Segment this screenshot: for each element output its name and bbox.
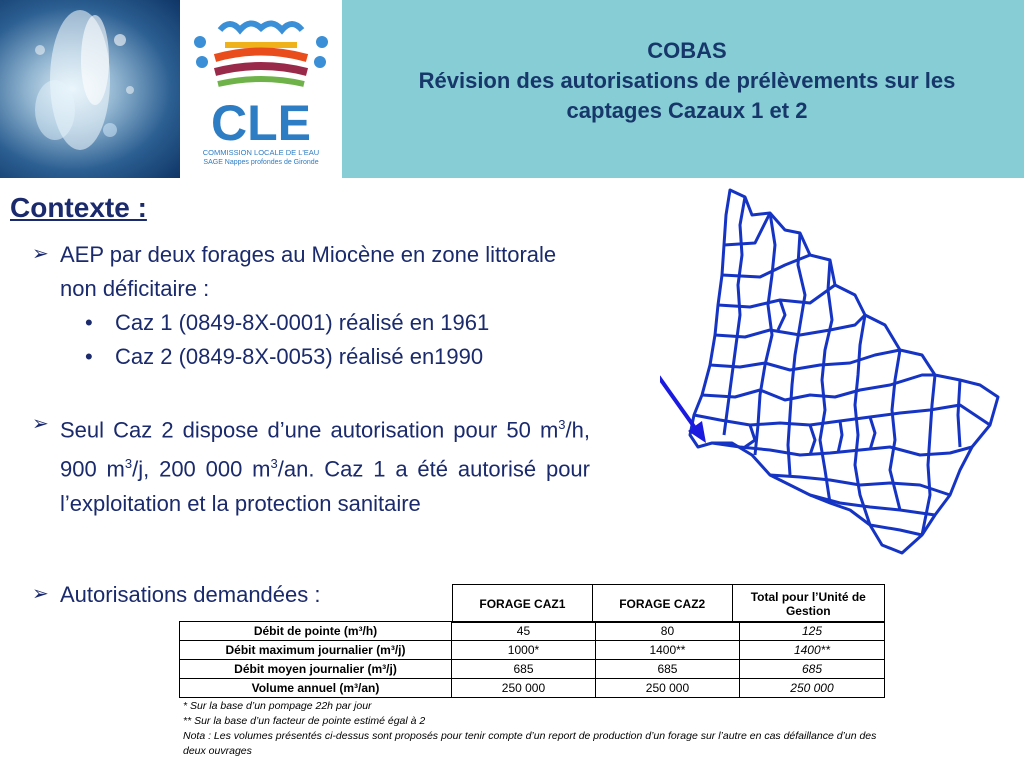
note-nota: Nota : Les volumes présentés ci-dessus sont proposés pour tenir compte d’un report de production d’un forage sur l’autre en cas défaillance d’un des deux ouvrages <box>183 730 877 757</box>
bullet-seul-caz2: Seul Caz 2 dispose d’une autorisation pour 50 $m^3/h$, 900 $m^3/j$, 200 000 $m^3/an$. Caz 1 a été autorisé pour l’exploitation et la protection sanitaire <box>60 417 590 516</box>
title-line-2: Révision des autorisations de prélèvements sur les captages Cazaux 1 et 2 <box>418 68 956 123</box>
table-row: Débit moyen journalier (m³/j) 685 685 685 <box>180 660 885 679</box>
table-row: Débit de pointe (m³/h) 45 80 125 <box>180 622 885 641</box>
section-heading: Contexte : <box>10 192 147 223</box>
table-notes <box>183 699 883 759</box>
header-caz1: FORAGE CAZ1 <box>453 585 593 623</box>
arrow-bullet-icon: ➢ <box>32 241 49 265</box>
svg-text:COMMISSION LOCALE DE L'EAU: COMMISSION LOCALE DE L'EAU <box>202 148 320 157</box>
logo-emblem-icon <box>194 23 328 84</box>
auth-table <box>179 621 885 698</box>
water-splash-image <box>0 0 180 178</box>
header-caz2: FORAGE CAZ2 <box>592 585 732 623</box>
slide-title <box>350 36 1024 126</box>
gironde-map <box>660 185 1010 560</box>
note-footnote-1: * Sur la base d’un pompage 22h par jour <box>183 700 372 712</box>
cle-logo <box>180 0 342 178</box>
header-total: Total pour l’Unité de Gestion <box>732 585 884 623</box>
bullet-dot-icon: • <box>85 344 93 369</box>
table-row: Débit maximum journalier (m³/j) 1000* 1400** 1400** <box>180 641 885 660</box>
svg-text:CLE: CLE <box>211 95 311 151</box>
arrow-bullet-icon: ➢ <box>32 581 49 605</box>
note-footnote-2: ** Sur la base d’un facteur de pointe estimé égal à 2 <box>183 715 426 727</box>
bullet-dot-icon: • <box>85 310 93 335</box>
arrow-bullet-icon: ➢ <box>32 411 49 435</box>
table-row: Volume annuel (m³/an) 250 000 250 000 250 000 <box>180 679 885 698</box>
title-line-1: COBAS <box>647 38 727 63</box>
bullet-aep: AEP par deux forages au Miocène en zone littorale non déficitaire : <box>60 242 557 301</box>
auth-table-header <box>452 584 885 623</box>
bullet-autorisations: Autorisations demandées : <box>60 582 321 607</box>
svg-text:SAGE Nappes profondes de Giron: SAGE Nappes profondes de Gironde <box>203 159 319 166</box>
